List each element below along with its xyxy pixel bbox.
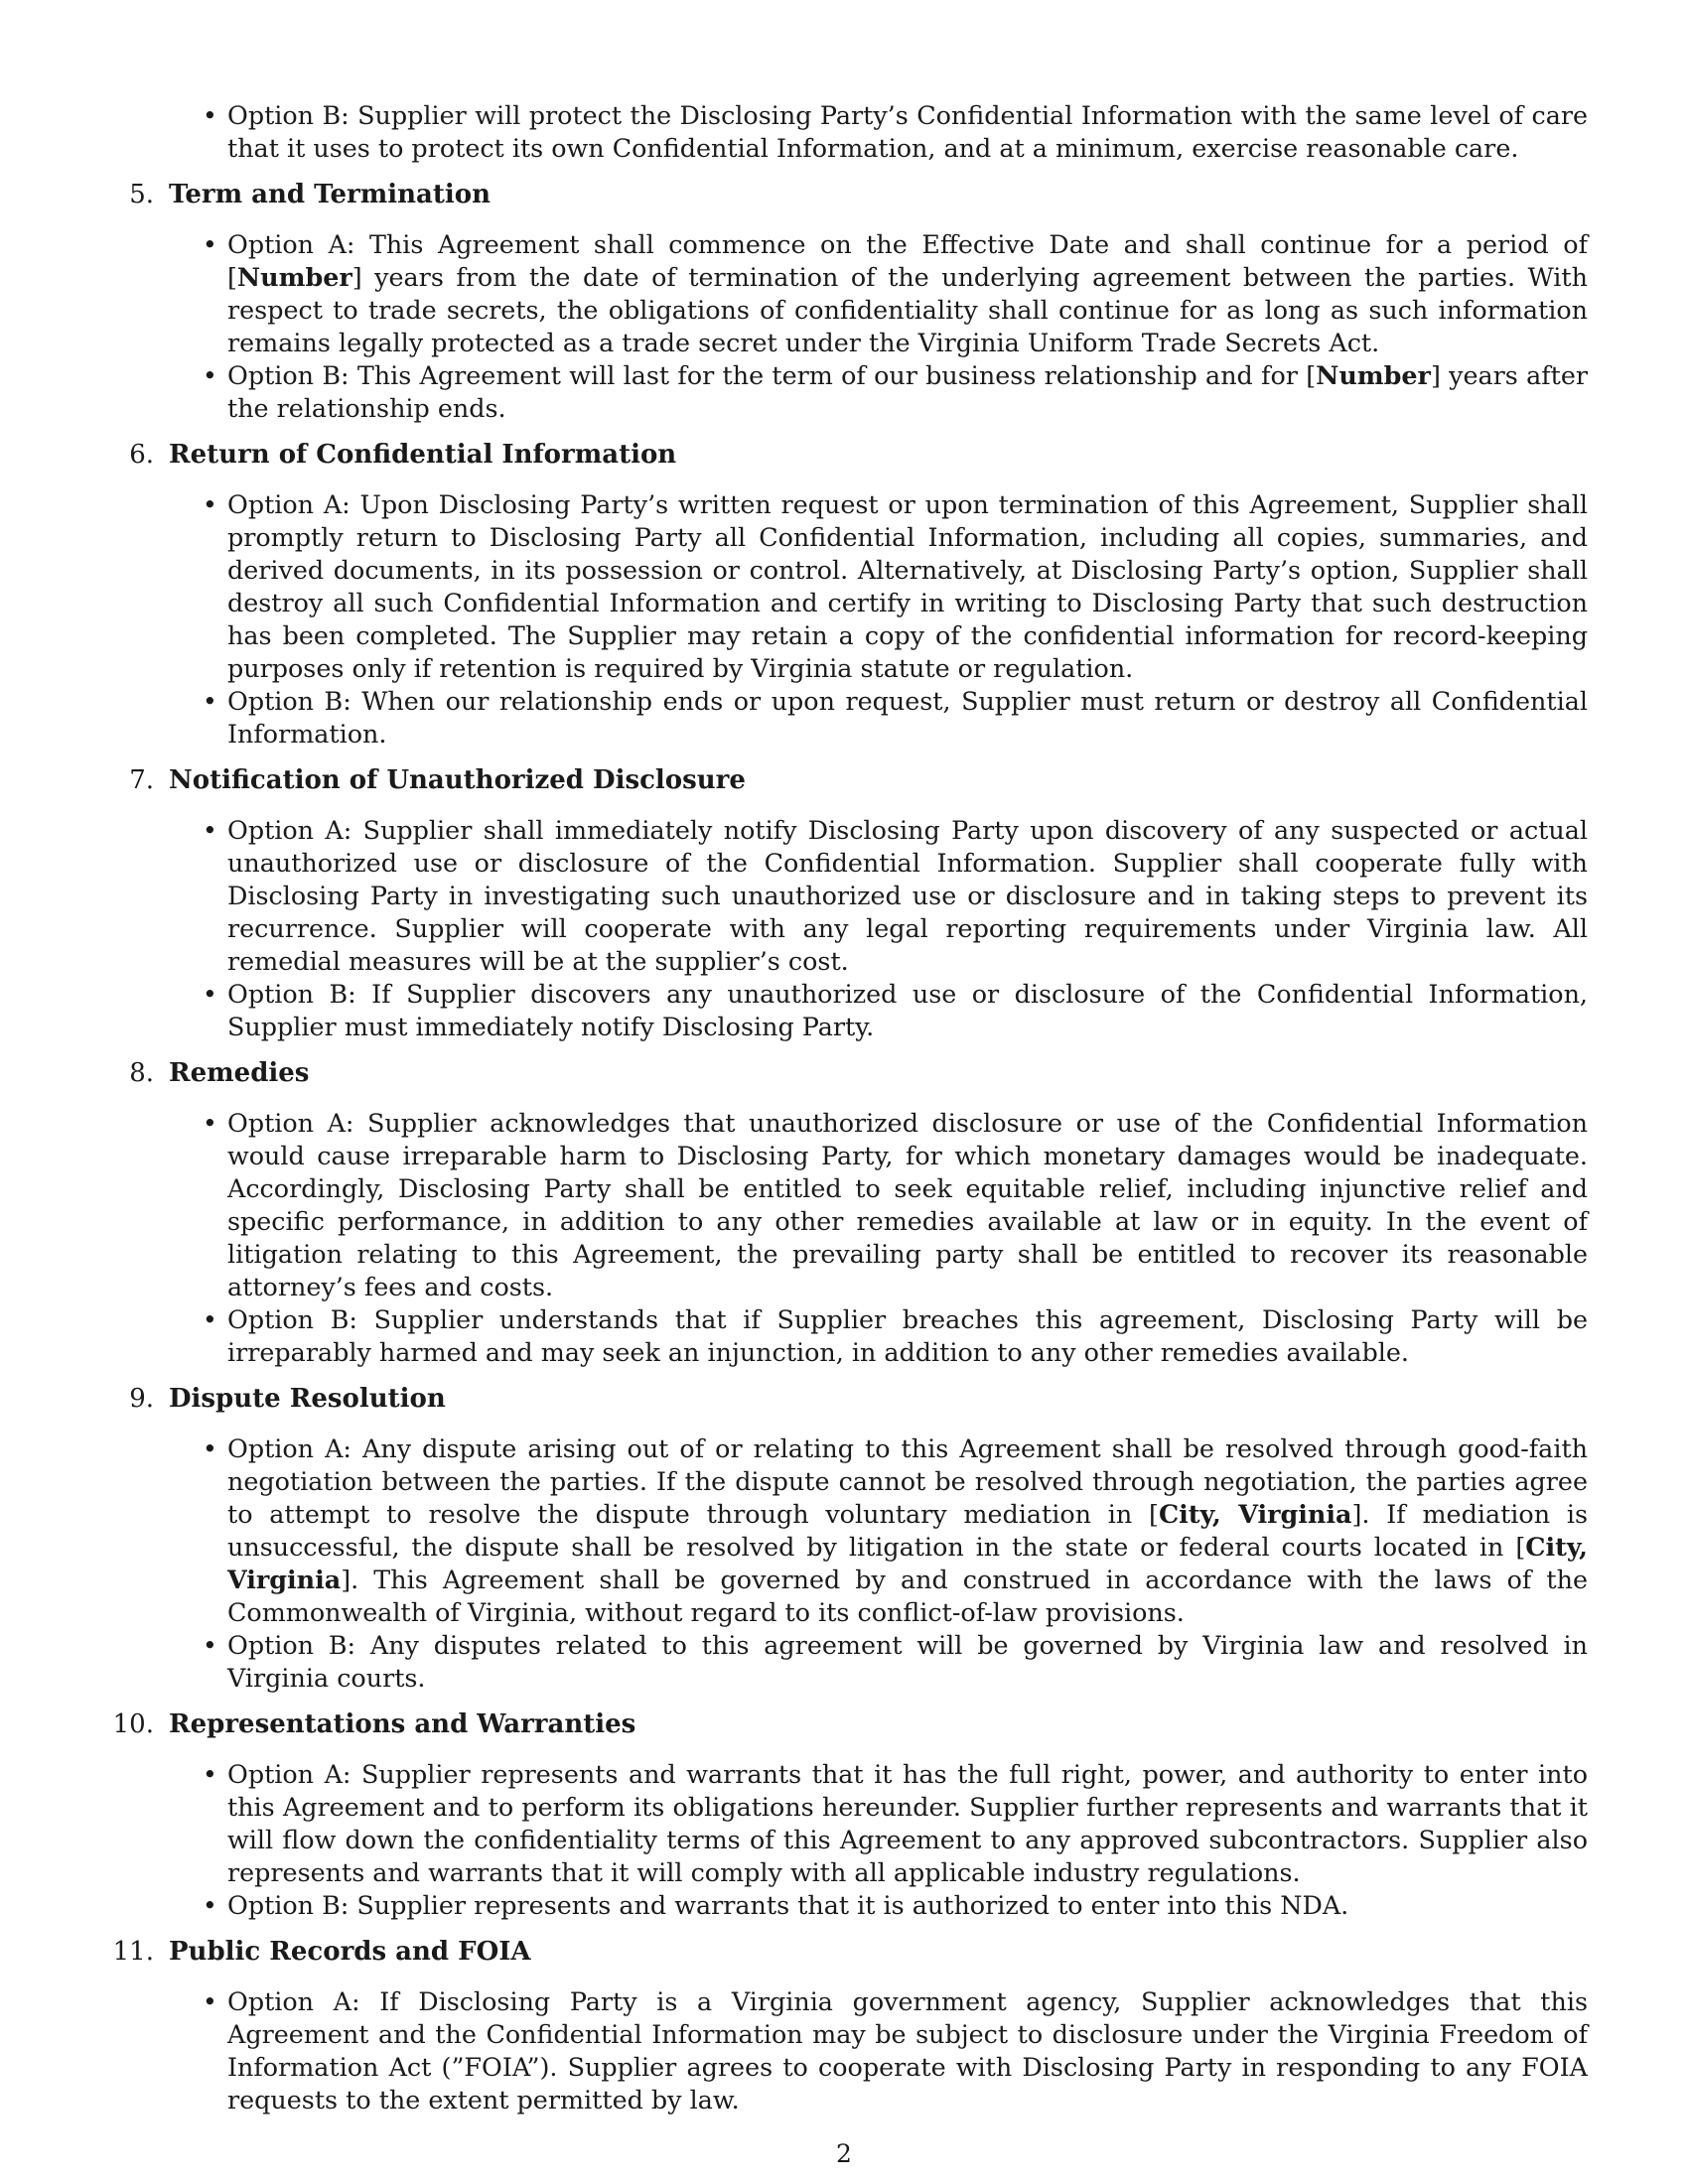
option-item — [203, 1107, 1588, 1303]
page-number: 2 — [836, 2139, 852, 2168]
bullet-icon: • — [203, 1760, 217, 1789]
bullet-icon: • — [203, 361, 217, 390]
option-list — [0, 1107, 1688, 1369]
section-heading — [0, 179, 1688, 214]
bullet-icon: • — [203, 1109, 217, 1138]
section — [0, 764, 1688, 1043]
bullet-icon: • — [203, 687, 217, 716]
section-heading — [0, 1383, 1688, 1419]
option-item — [203, 1433, 1588, 1629]
intro-bullet-list — [0, 99, 1688, 165]
option-item — [203, 1758, 1588, 1889]
option-text: Option A: This Agreement shall commence on the Effective Date and shall continue for a period of [Number] years from the date of termination of the underlying agreement between the parties. With respect to trade secrets, the obligations of confidentiality shall continue for as long as such information remains legally protected as a trade secret under the Virginia Uniform Trade Secrets Act. — [227, 229, 1588, 357]
bullet-icon: • — [203, 1305, 217, 1334]
section-list — [0, 179, 1688, 2116]
bullet-icon: • — [203, 490, 217, 519]
bullet-icon: • — [203, 101, 217, 130]
section-number: 7. — [129, 765, 154, 795]
bullet-icon: • — [203, 230, 217, 259]
option-text: Option A: Upon Disclosing Party’s written request or upon termination of this Agreement, Supplier shall promptly return to Disclosing Party all Confidential Information, including all copies, summaries, and derived documents, in its possession or control. Alternatively, at Disclosing Party’s option, Supplier shall destroy all such Confidential Information and certify in writing to Disclosing Party that such destruction has been completed. The Supplier may retain a copy of the confidential information for record-keeping purposes only if retention is required by Virginia statute or regulation. — [227, 489, 1588, 683]
section-number: 6. — [129, 440, 154, 470]
placeholder-term: Number — [236, 262, 352, 292]
placeholder-term: City, Virginia — [227, 1532, 1588, 1594]
section — [0, 1936, 1688, 2116]
option-list — [0, 1985, 1688, 2116]
option-item — [203, 814, 1588, 978]
section-title: Representations and Warranties — [169, 1709, 636, 1739]
section — [0, 179, 1688, 425]
option-list — [0, 228, 1688, 425]
section-number: 10. — [112, 1709, 154, 1739]
section-heading — [0, 1057, 1688, 1093]
option-item — [203, 1629, 1588, 1695]
option-text: Option A: Any dispute arising out of or relating to this Agreement shall be resolved through good-faith negotiation between the parties. If the dispute cannot be resolved through negotiation, the parties agree to attempt to resolve the dispute through voluntary mediation in [City, Virginia]. If mediation is unsuccessful, the dispute shall be resolved by litigation in the state or federal courts located in [City, Virginia]. This Agreement shall be governed by and construed in accordance with the laws of the Commonwealth of Virginia, without regard to its conflict-of-law provisions. — [227, 1433, 1588, 1627]
bullet-icon: • — [203, 1987, 217, 2016]
bullet-icon: • — [203, 1434, 217, 1463]
placeholder-term: City, Virginia — [1158, 1499, 1352, 1529]
option-text: Option A: If Disclosing Party is a Virginia government agency, Supplier acknowledges that this Agreement and the Confidential Information may be subject to disclosure under the Virginia Freedom of Information Act (”FOIA”). Supplier agrees to cooperate with Disclosing Party in responding to any FOIA requests to the extent permitted by law. — [227, 1986, 1588, 2115]
option-text: Option A: Supplier shall immediately notify Disclosing Party upon discovery of any suspected or actual unauthorized use or disclosure of the Confidential Information. Supplier shall cooperate fully with Disclosing Party in investigating such unauthorized use or disclosure and in taking steps to prevent its recurrence. Supplier will cooperate with any legal reporting requirements under Virginia law. All remedial measures will be at the supplier’s cost. — [227, 815, 1588, 976]
option-list — [0, 814, 1688, 1043]
section — [0, 1383, 1688, 1695]
section-number: 5. — [129, 180, 154, 209]
option-text: Option A: Supplier represents and warrants that it has the full right, power, and authority to enter into this Agreement and to perform its obligations hereunder. Supplier further represents and warrants that it will flow down the confidentiality terms of this Agreement to any approved subcontractors. Supplier also represents and warrants that it will comply with all applicable industry regulations. — [227, 1759, 1588, 1887]
option-item — [203, 685, 1588, 751]
option-text: Option B: This Agreement will last for the term of our business relationship and for [Number] years after the relationship ends. — [227, 360, 1588, 423]
option-text: Option B: If Supplier discovers any unauthorized use or disclosure of the Confidential Information, Supplier must immediately notify Disclosing Party. — [227, 979, 1588, 1041]
option-list — [0, 488, 1688, 751]
option-item — [203, 228, 1588, 359]
option-list — [0, 1433, 1688, 1695]
section-title: Dispute Resolution — [169, 1384, 446, 1414]
bullet-icon: • — [203, 816, 217, 845]
document-body — [0, 99, 1688, 2116]
option-item — [203, 1303, 1588, 1369]
intro-bullet — [203, 99, 1588, 165]
option-item — [203, 978, 1588, 1043]
section-title: Notification of Unauthorized Disclosure — [169, 765, 746, 795]
section — [0, 1057, 1688, 1369]
section-title: Term and Termination — [169, 180, 492, 209]
placeholder-term: Number — [1316, 360, 1431, 390]
section — [0, 1708, 1688, 1922]
bullet-icon: • — [203, 1631, 217, 1660]
section-heading — [0, 1936, 1688, 1972]
bullet-icon: • — [203, 980, 217, 1009]
section-title: Return of Confidential Information — [169, 440, 677, 470]
section-number: 8. — [129, 1058, 154, 1088]
section-title: Public Records and FOIA — [169, 1937, 531, 1967]
section-title: Remedies — [169, 1058, 310, 1088]
option-text: Option B: When our relationship ends or upon request, Supplier must return or destroy all Confidential Information. — [227, 686, 1588, 749]
option-item — [203, 359, 1588, 425]
option-text: Option B: Supplier represents and warrants that it is authorized to enter into this NDA. — [227, 1890, 1349, 1920]
option-text: Option B: Supplier understands that if Supplier breaches this agreement, Disclosing Party will be irreparably harmed and may seek an injunction, in addition to any other remedies available. — [227, 1304, 1588, 1367]
option-item — [203, 488, 1588, 685]
section-heading — [0, 439, 1688, 475]
section-number: 11. — [112, 1937, 154, 1967]
section-number: 9. — [129, 1384, 154, 1414]
option-list — [0, 1758, 1688, 1922]
section-heading — [0, 1708, 1688, 1744]
bullet-icon: • — [203, 1891, 217, 1920]
section — [0, 439, 1688, 751]
option-item — [203, 1889, 1588, 1922]
option-text: Option B: Any disputes related to this agreement will be governed by Virginia law and resolved in Virginia courts. — [227, 1630, 1588, 1693]
section-heading — [0, 764, 1688, 800]
option-item — [203, 1985, 1588, 2116]
option-text: Option A: Supplier acknowledges that unauthorized disclosure or use of the Confidential Information would cause irreparable harm to Disclosing Party, for which monetary damages would be inadequate. Accordingly, Disclosing Party shall be entitled to seek equitable relief, including injunctive relief and specific performance, in addition to any other remedies available at law or in equity. In the event of litigation relating to this Agreement, the prevailing party shall be entitled to recover its reasonable attorney’s fees and costs. — [227, 1108, 1588, 1301]
bullet-text: Option B: Supplier will protect the Disclosing Party’s Confidential Information with the same level of care that it uses to protect its own Confidential Information, and at a minimum, exercise reasonable care. — [227, 100, 1588, 163]
